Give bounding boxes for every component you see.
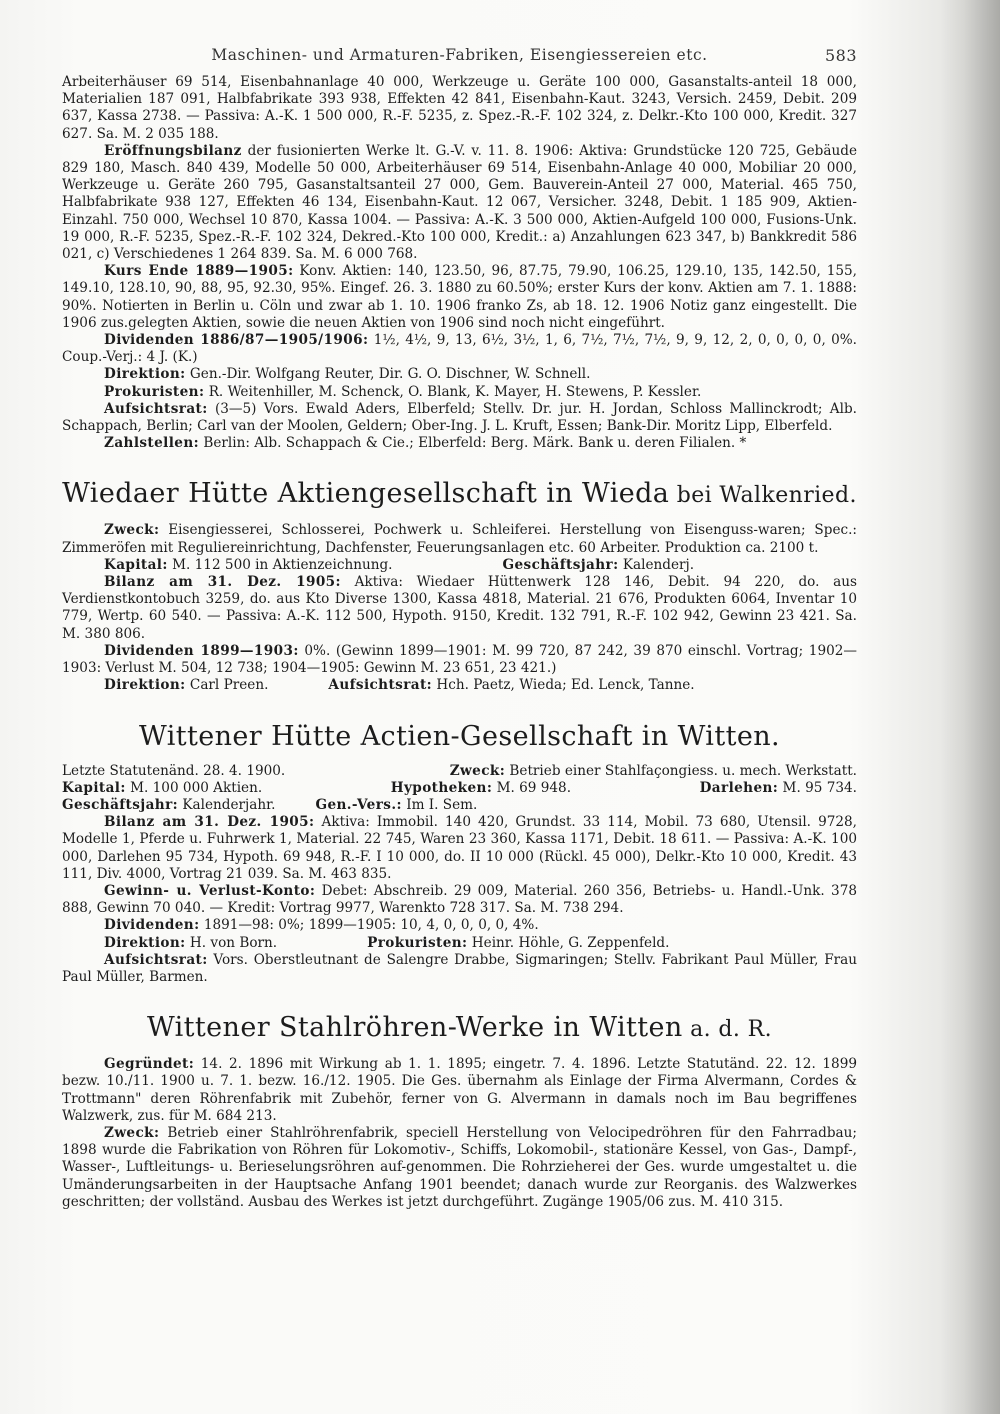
company-heading-stahlroehren — [62, 1012, 857, 1046]
wittener-profit-loss — [62, 883, 857, 917]
paying-agents — [62, 435, 857, 452]
wittener-statute: Letzte Statutenänd. 28. 4. 1900. — [62, 762, 286, 779]
wittener-dividends — [62, 917, 857, 934]
wiedaer-capital — [62, 557, 857, 574]
opening-balance-label: Eröffnungsbilanz — [104, 142, 242, 159]
wittener-dividends-text: 1891—98: 0%; 1899—1905: 10, 4, 0, 0, 0, 0, 4%. — [199, 917, 539, 934]
running-title: Maschinen- und Armaturen-Fabriken, Eisengiessereien etc. — [211, 46, 708, 64]
text-column — [62, 46, 857, 1211]
wittener-title: Wittener Hütte Actien-Gesellschaft in Witten. — [139, 720, 780, 752]
wittener-loans-label: Darlehen: — [699, 779, 779, 796]
wittener-mortgages-label: Hypotheken: — [390, 779, 493, 796]
wiedaer-dividends — [62, 643, 857, 677]
dividends — [62, 332, 857, 366]
supervisory-board-label: Aufsichtsrat: — [104, 400, 208, 417]
wiedaer-balance-text: Aktiva: Wiedaer Hüttenwerk 128 146, Debit. 94 220, do. aus Verdienstkontobuch 3259, do. aus Kto Diverse 1300, Kassa 4818, Material. 21 676, Produkten 6064, Inventar 10 779, Wertp. 60 540. — Passiva: A.-K. 112 500, Hypoth. 9150, Kredit. 132 791, R.-F. 102 942, Gewinn 23 421. Sa. M. 380 806. — [62, 574, 857, 642]
wittener-board-text: Vors. Oberstleutnant de Salengre Drabbe, Sigmaringen; Stellv. Fabrikant Paul Müller, Frau Paul Müller, Barmen. — [62, 951, 857, 985]
wittener-facts-row-2 — [62, 780, 857, 797]
wiedaer-capital-text: M. 112 500 in Aktienzeichnung. — [167, 556, 393, 573]
paying-agents-label: Zahlstellen: — [104, 435, 200, 452]
wiedaer-title: Wiedaer Hütte Aktiengesellschaft in Wieda — [62, 478, 670, 510]
dividends-text: 1½, 4½, 9, 13, 6½, 3½, 1, 6, 7½, 7½, 7½, 9, 9, 12, 2, 0, 0, 0, 0, 0%. Coup.-Verj.: 4 J. (K.) — [62, 332, 857, 366]
stahlroehren-founded-label: Gegründet: — [104, 1056, 195, 1073]
stahlroehren-founded — [62, 1056, 857, 1125]
opening-balance — [62, 143, 857, 263]
wittener-balance — [62, 814, 857, 883]
paying-agents-text: Berlin: Alb. Schappach & Cie.; Elberfeld: Berg. Märk. Bank u. deren Filialen. * — [199, 435, 747, 452]
wiedaer-dividends-text: 0%. (Gewinn 1899—1901: M. 99 720, 87 242, 39 870 einschl. Vortrag; 1902—1903: Verlust M. 504, 12 738; 1904—1905: Gewinn M. 23 651, 23 421.) — [62, 642, 857, 677]
wittener-fiscal-year-label: Geschäftsjahr: — [62, 796, 179, 813]
wiedaer-purpose — [62, 522, 857, 556]
wittener-loans-text: M. 95 734. — [778, 779, 857, 796]
wittener-management-text: H. von Born. — [185, 934, 278, 951]
wiedaer-management-text: Carl Preen. — [185, 677, 269, 694]
stahlroehren-purpose — [62, 1125, 857, 1211]
price-history-label: Kurs Ende 1889—1905: — [104, 263, 294, 280]
price-history — [62, 263, 857, 332]
wittener-balance-text: Aktiva: Immobil. 140 420, Grundst. 33 114, Mobil. 73 680, Utensil. 9728, Modelle 1, Pferde u. Fuhrwerk 1, Material. 22 745, Waren 23 360, Kassa 1171, Debit. 18 611. — Passiva: A.-K. 100 000, Darlehen 95 734, Hypoth. 69 948, R.-F. I 10 000, do. II 10 000 (Rückl. 45 000), Delkr.-Kto 10 000, Kredit. 43 111, Div. 4000, Vortrag 21 039. Sa. M. 463 835. — [62, 814, 858, 882]
wittener-capital-text: M. 100 000 Aktien. — [125, 779, 263, 796]
wittener-balance-label: Bilanz am 31. Dez. 1905: — [104, 814, 315, 831]
procurators — [62, 384, 857, 401]
wittener-fiscal-year-text: Kalenderjahr. — [178, 796, 276, 813]
wiedaer-title-place: bei Walkenried. — [669, 483, 857, 509]
wittener-dividends-label: Dividenden: — [104, 917, 200, 934]
price-history-text: Konv. Aktien: 140, 123.50, 96, 87.75, 79.90, 106.25, 129.10, 135, 142.50, 155, 149.10, 128.10, 90, 88, 95, 92.30, 95%. Eingef. 26. 3. 1880 zu 60.50%; erster Kurs der konv. Aktien am 7. 1. 1888: 90%. Notierten in Berlin u. Cöln und zwar ab 1. 10. 1906 franko Zs, ab 18. 12. 1906 Notiz ganz eingestellt. Die 1906 zus.gelegten Aktien, sowie die neuen Aktien von 1906 sind noch nicht eingeführt. — [62, 263, 857, 331]
stahlroehren-founded-text: 14. 2. 1896 mit Wirkung ab 1. 1. 1895; eingetr. 7. 4. 1896. Letzte Statutänd. 22. 12. 1899 bezw. 10./11. 1900 u. 7. 1. bezw. 16./12. 1905. Die Ges. übernahm als Einlage der Firma Alvermann, Cordes & Trottmann" deren Röhrenfabrik mit Zubehör, ferner von G. Alvermann in damals noch im Bau begriffenes Walzwerk, zus. für M. 684 213. — [62, 1056, 857, 1124]
wiedaer-balance — [62, 574, 857, 643]
wiedaer-dividends-label: Dividenden 1899—1903: — [104, 642, 299, 659]
wittener-purpose-text: Betrieb einer Stahlfaçongiess. u. mech. Werkstatt. — [505, 762, 857, 779]
wittener-facts-row-1 — [62, 763, 857, 780]
company-heading-wiedaer — [62, 478, 857, 512]
wittener-board-label: Aufsichtsrat: — [104, 951, 208, 968]
supervisory-board-text: (3—5) Vors. Ewald Aders, Elberfeld; Stellv. Dr. jur. H. Jordan, Schloss Mallinckrodt; Alb. Schappach, Berlin; Carl van der Moolen, Geldern; Ober-Ing. J. L. Kruft, Essen; Bank-Dir. Moritz Lipp, Elberfeld. — [62, 400, 857, 435]
procurators-label: Prokuristen: — [104, 383, 205, 400]
wiedaer-management — [62, 677, 857, 694]
company-heading-wittener-huette — [62, 721, 857, 753]
wiedaer-purpose-label: Zweck: — [104, 522, 160, 539]
wittener-profit-loss-label: Gewinn- u. Verlust-Konto: — [104, 882, 316, 899]
management-text: Gen.-Dir. Wolfgang Reuter, Dir. G. O. Dischner, W. Schnell. — [185, 366, 591, 383]
wittener-profit-loss-text: Debet: Abschreib. 29 009, Material. 260 356, Betriebs- u. Handl.-Unk. 378 888, Gewinn 70 040. — Kredit: Vortrag 9977, Warenkto 728 317. Sa. M. 738 294. — [62, 882, 857, 917]
stahlroehren-title: Wittener Stahlröhren-Werke in Witten — [146, 1012, 683, 1044]
wiedaer-board-text: Hch. Paetz, Wieda; Ed. Lenck, Tanne. — [432, 677, 695, 694]
stahlroehren-purpose-label: Zweck: — [104, 1124, 160, 1141]
wiedaer-capital-label: Kapital: — [104, 556, 168, 573]
wittener-management — [62, 935, 857, 952]
balance-continuation: Arbeiterhäuser 69 514, Eisenbahnanlage 40 000, Werkzeuge u. Geräte 100 000, Gasanstalts-anteil 18 000, Materialien 187 091, Halbfabrikate 393 938, Effekten 42 841, Eisenbahn-Kaut. 3243, Versich. 2459, Debit. 209 637, Kassa 2738. — Passiva: A.-K. 1 500 000, R.-F. 5235, z. Spez.-R.-F. 102 324, z. Delkr.-Kto 100 000, Kredit. 327 627. Sa. M. 2 035 188. — [62, 74, 857, 142]
wiedaer-management-label: Direktion: — [104, 677, 186, 694]
dividends-label: Dividenden 1886/87—1905/1906: — [104, 332, 369, 349]
page-edge-shadow — [940, 0, 1000, 1414]
wiedaer-fiscal-year-label: Geschäftsjahr: — [502, 556, 619, 573]
running-header — [62, 46, 857, 74]
stahlroehren-title-place: a. d. R. — [682, 1017, 773, 1043]
wittener-capital-label: Kapital: — [62, 779, 126, 796]
wittener-purpose-label: Zweck: — [449, 762, 506, 779]
wittener-general-meeting-text: Im I. Sem. — [401, 796, 478, 813]
wittener-management-label: Direktion: — [104, 934, 186, 951]
wittener-board — [62, 952, 857, 986]
wiedaer-fiscal-year-text: Kalenderj. — [618, 556, 695, 573]
wiedaer-balance-label: Bilanz am 31. Dez. 1905: — [104, 574, 341, 591]
procurators-text: R. Weitenhiller, M. Schenck, O. Blank, K. Mayer, H. Stewens, P. Kessler. — [204, 383, 702, 400]
wittener-general-meeting-label: Gen.-Vers.: — [315, 796, 402, 813]
management — [62, 366, 857, 383]
management-label: Direktion: — [104, 366, 186, 383]
page-number: 583 — [824, 46, 857, 65]
wittener-mortgages-text: M. 69 948. — [492, 779, 572, 796]
supervisory-board — [62, 401, 857, 435]
opening-balance-text: der fusionierten Werke lt. G.-V. v. 11. 8. 1906: Aktiva: Grundstücke 120 725, Gebäude 829 180, Masch. 840 439, Modelle 50 000, Arbeiterhäuser 69 514, Eisenbahn-Anlage 40 000, Mobiliar 20 000, Werkzeuge u. Geräte 260 795, Gasanstaltsanteil 27 000, Gem. Bauverein-Anteil 27 000, Material. 465 750, Halbfabrikate 938 127, Effekten 46 134, Eisenbahn-Kaut. 12 067, Versicher. 3248, Debit. 1 185 909, Aktien-Einzahl. 750 000, Wechsel 10 870, Kassa 1004. — Passiva: A.-K. 3 500 000, Aktien-Aufgeld 100 000, Fusions-Unk. 19 000, R.-F. 5235, Spez.-R.-F. 102 324, Dekred.-Kto 100 000, Kredit.: a) Anzahlungen 623 347, b) Bankkredit 586 021, c) Verschiedenes 1 264 839. Sa. M. 6 000 768. — [62, 142, 857, 263]
wiedaer-purpose-text: Eisengiesserei, Schlosserei, Pochwerk u. Schleiferei. Herstellung von Eisenguss-waren; Spec.: Zimmeröfen mit Reguliereinrichtung, Dachfenster, Feuerungsanlagen etc. 60 Arbeiter. Produktion ca. 2100 t. — [62, 522, 857, 556]
wittener-procurators-text: Heinr. Höhle, G. Zeppenfeld. — [467, 934, 670, 951]
wittener-procurators-label: Prokuristen: — [367, 934, 468, 951]
wittener-facts-row-3 — [62, 797, 857, 814]
stahlroehren-purpose-text: Betrieb einer Stahlröhrenfabrik, speciell Herstellung von Velocipedröhren für den Fahrradbau; 1898 wurde die Fabrikation von Röhren für Lokomotiv-, Schiffs, Lokomobil-, stationäre Kessel, von Gas-, Dampf-, Wasser-, Luftleitungs- u. Berieselungsröhren auf-genommen. Die Rohrzieherei der Ges. wurde umgestaltet u. die Umänderungsarbeiten in der Hauptsache Anfang 1901 beendet; danach wurde zur Reorganis. des Walzwerkes geschritten; der vollständ. Ausbau des Werkes ist jetzt durchgeführt. Zugänge 1905/06 zus. M. 410 315. — [62, 1124, 857, 1210]
wiedaer-board-label: Aufsichtsrat: — [328, 677, 433, 694]
